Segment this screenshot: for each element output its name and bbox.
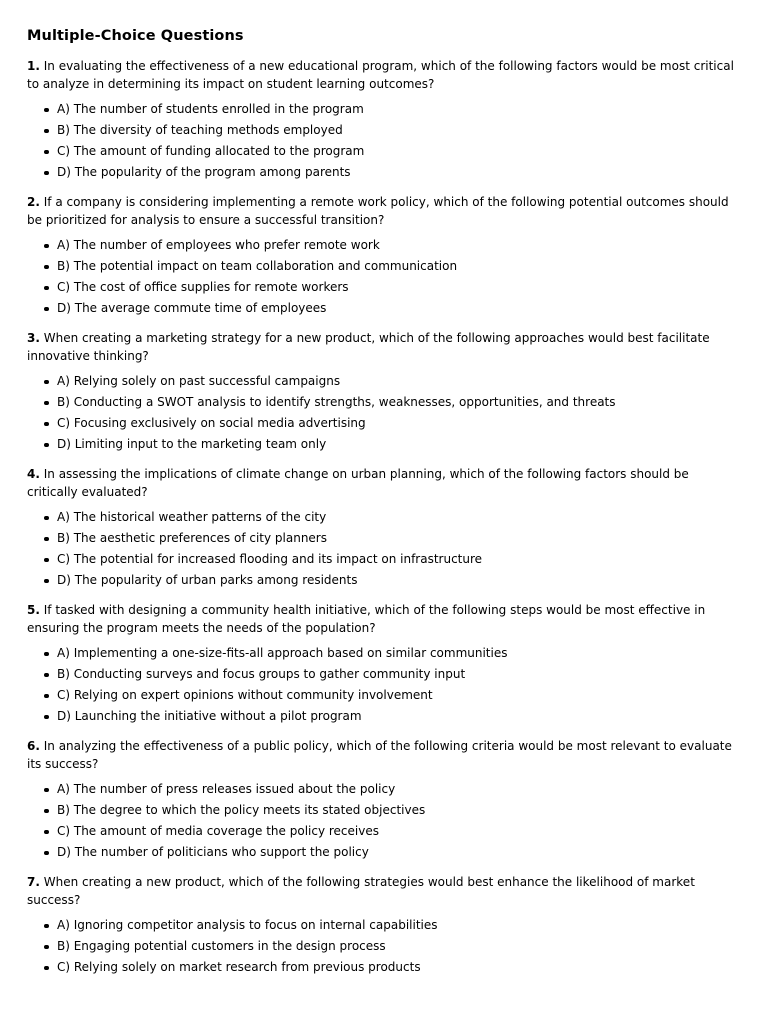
question-text [27,738,741,773]
option-label: B) The potential impact on team collaboration and communication [57,259,458,273]
option-item [44,936,741,957]
bullet-icon [44,150,49,155]
option-label: D) The number of politicians who support the policy [57,845,369,859]
question-text [27,194,741,229]
option-label: C) Relying on expert opinions without community involvement [57,688,433,702]
question-2 [27,194,741,319]
option-label: A) The number of students enrolled in the program [57,102,364,116]
option-label: A) The number of employees who prefer remote work [57,238,380,252]
bullet-icon [44,715,49,720]
option-item [44,434,741,455]
option-label: B) The aesthetic preferences of city planners [57,531,327,545]
question-text [27,466,741,501]
option-item [44,392,741,413]
option-list [27,371,741,455]
option-label: C) The cost of office supplies for remote workers [57,280,349,294]
question-1 [27,58,741,183]
option-label: D) Limiting input to the marketing team only [57,437,327,451]
bullet-icon [44,788,49,793]
bullet-icon [44,945,49,950]
bullet-icon [44,108,49,113]
bullet-icon [44,307,49,312]
option-list [27,915,741,978]
option-label: B) Conducting a SWOT analysis to identify strengths, weaknesses, opportunities, and threats [57,395,616,409]
question-6 [27,738,741,863]
question-number: 5. [27,603,40,617]
option-item [44,779,741,800]
bullet-icon [44,401,49,406]
bullet-icon [44,129,49,134]
option-label: A) The historical weather patterns of the city [57,510,327,524]
question-text [27,58,741,93]
bullet-icon [44,443,49,448]
bullet-icon [44,244,49,249]
bullet-icon [44,537,49,542]
option-label: D) Launching the initiative without a pilot program [57,709,362,723]
option-item [44,528,741,549]
option-item [44,549,741,570]
option-label: D) The popularity of urban parks among residents [57,573,358,587]
question-4 [27,466,741,591]
question-number: 3. [27,331,40,345]
option-item [44,664,741,685]
option-label: C) The amount of funding allocated to the program [57,144,365,158]
question-number: 7. [27,875,40,889]
bullet-icon [44,422,49,427]
question-prompt: When creating a new product, which of the following strategies would best enhance the likelihood of market success? [27,875,695,907]
option-item [44,162,741,183]
option-item [44,277,741,298]
option-item [44,413,741,434]
option-label: A) Ignoring competitor analysis to focus on internal capabilities [57,918,438,932]
option-item [44,957,741,978]
question-prompt: If a company is considering implementing a remote work policy, which of the following potential outcomes should be prioritized for analysis to ensure a successful transition? [27,195,729,227]
option-label: C) Relying solely on market research from previous products [57,960,421,974]
bullet-icon [44,809,49,814]
option-label: A) Relying solely on past successful campaigns [57,374,341,388]
bullet-icon [44,966,49,971]
question-text [27,330,741,365]
question-prompt: If tasked with designing a community health initiative, which of the following steps would be most effective in ensuring the program meets the needs of the population? [27,603,706,635]
option-item [44,800,741,821]
bullet-icon [44,579,49,584]
option-item [44,256,741,277]
bullet-icon [44,265,49,270]
option-item [44,706,741,727]
option-item [44,141,741,162]
question-number: 6. [27,739,40,753]
option-item [44,99,741,120]
bullet-icon [44,673,49,678]
question-prompt: When creating a marketing strategy for a new product, which of the following approaches would best facilitate innovative thinking? [27,331,710,363]
question-list [27,58,741,978]
question-3 [27,330,741,455]
bullet-icon [44,694,49,699]
option-item [44,371,741,392]
option-label: C) Focusing exclusively on social media advertising [57,416,366,430]
question-text [27,602,741,637]
bullet-icon [44,924,49,929]
bullet-icon [44,558,49,563]
option-label: B) The degree to which the policy meets its stated objectives [57,803,426,817]
option-item [44,842,741,863]
bullet-icon [44,380,49,385]
option-label: A) Implementing a one-size-fits-all approach based on similar communities [57,646,508,660]
question-text [27,874,741,909]
bullet-icon [44,851,49,856]
option-item [44,821,741,842]
option-label: B) The diversity of teaching methods employed [57,123,343,137]
option-item [44,570,741,591]
option-item [44,685,741,706]
option-label: B) Conducting surveys and focus groups to gather community input [57,667,466,681]
question-number: 2. [27,195,40,209]
option-item [44,643,741,664]
bullet-icon [44,516,49,521]
option-list [27,235,741,319]
question-5 [27,602,741,727]
option-list [27,507,741,591]
option-list [27,99,741,183]
document-title: Multiple-Choice Questions [27,28,244,44]
bullet-icon [44,830,49,835]
question-number: 4. [27,467,40,481]
option-label: D) The average commute time of employees [57,301,327,315]
option-label: B) Engaging potential customers in the design process [57,939,386,953]
option-label: C) The potential for increased flooding and its impact on infrastructure [57,552,483,566]
option-item [44,298,741,319]
option-label: A) The number of press releases issued about the policy [57,782,396,796]
bullet-icon [44,171,49,176]
option-label: D) The popularity of the program among parents [57,165,351,179]
option-item [44,120,741,141]
bullet-icon [44,652,49,657]
option-item [44,235,741,256]
question-prompt: In assessing the implications of climate change on urban planning, which of the following factors should be critically evaluated? [27,467,689,499]
question-number: 1. [27,59,40,73]
option-list [27,643,741,727]
bullet-icon [44,286,49,291]
option-label: C) The amount of media coverage the policy receives [57,824,379,838]
option-item [44,915,741,936]
option-item [44,507,741,528]
question-prompt: In analyzing the effectiveness of a public policy, which of the following criteria would be most relevant to evaluate its success? [27,739,732,771]
option-list [27,779,741,863]
question-7 [27,874,741,978]
question-prompt: In evaluating the effectiveness of a new educational program, which of the following factors would be most critical to analyze in determining its impact on student learning outcomes? [27,59,734,91]
